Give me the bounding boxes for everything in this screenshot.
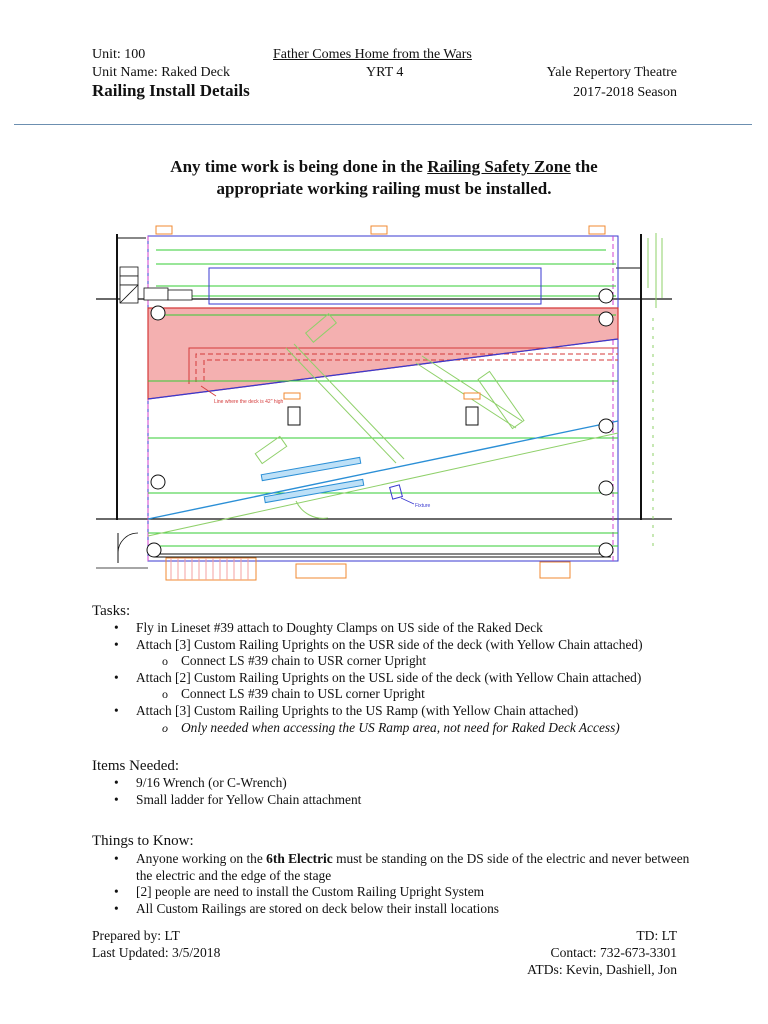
last-updated: Last Updated: 3/5/2018 [92, 945, 221, 960]
banner-line-2: appropriate working railing must be installed. [216, 179, 552, 198]
know-item [92, 851, 692, 884]
know-item-text-end: must be standing on the DS side of the electric and never between the electric and the edge of the stage [136, 851, 690, 883]
task-item: • Attach [3] Custom Railing Uprights on the USR side of the deck (with Yellow Chain attached) [92, 637, 732, 654]
things-to-know-list [92, 851, 692, 917]
atds: ATDs: Kevin, Dashiell, Jon [527, 962, 677, 977]
task-subitem: o Connect LS #39 chain to USL corner Upright [92, 686, 732, 703]
production-code: YRT 4 [366, 65, 404, 80]
task-item: • Attach [3] Custom Railing Uprights to the US Ramp (with Yellow Chain attached) [92, 703, 732, 720]
tasks-heading: Tasks: [92, 603, 131, 619]
needed-item: • 9/16 Wrench (or C-Wrench) [92, 775, 732, 792]
know-item-text: Anyone working on the [136, 851, 267, 866]
task-subitem-note: o Only needed when accessing the US Ramp area, not need for Raked Deck Access) [92, 720, 732, 737]
things-to-know-heading: Things to Know: [92, 833, 194, 849]
know-item: • All Custom Railings are stored on deck below their install locations [92, 901, 692, 918]
task-subitem: o Connect LS #39 chain to USR corner Upright [92, 653, 732, 670]
railing-safety-zone-label: Railing Safety Zone [427, 157, 571, 176]
season: 2017-2018 Season [573, 85, 677, 100]
fixture-label: Fixture [415, 503, 431, 509]
know-item: • [2] people are need to install the Custom Railing Upright System [92, 884, 692, 901]
document-title: Railing Install Details [92, 81, 250, 100]
safety-banner [0, 156, 768, 200]
technical-director: TD: LT [636, 928, 677, 943]
sixth-electric-label: 6th Electric [266, 851, 333, 866]
raked-deck-plan-drawing [96, 218, 672, 590]
show-title: Father Comes Home from the Wars [273, 47, 472, 62]
banner-text: Any time work is being done in the [170, 157, 428, 176]
unit-number: Unit: 100 [92, 47, 146, 62]
rake-height-label: Line where the deck is 42" high [214, 399, 284, 405]
contact-phone: Contact: 732-673-3301 [550, 945, 677, 960]
needed-item: • Small ladder for Yellow Chain attachment [92, 792, 732, 809]
banner-text-end: the [570, 157, 598, 176]
lower-rake-line [148, 421, 618, 519]
sr-wall [640, 234, 642, 520]
header-divider [14, 124, 752, 125]
tasks-list [92, 620, 732, 736]
prepared-by: Prepared by: LT [92, 928, 180, 943]
items-needed-list [92, 775, 732, 808]
unit-name: Unit Name: Raked Deck [92, 65, 231, 80]
task-item: • Fly in Lineset #39 attach to Doughty Clamps on US side of the Raked Deck [92, 620, 732, 637]
sl-wall [116, 234, 118, 520]
task-item: • Attach [2] Custom Railing Uprights on the USL side of the deck (with Yellow Chain attached) [92, 670, 732, 687]
theatre-name: Yale Repertory Theatre [546, 65, 677, 80]
items-needed-heading: Items Needed: [92, 758, 180, 774]
